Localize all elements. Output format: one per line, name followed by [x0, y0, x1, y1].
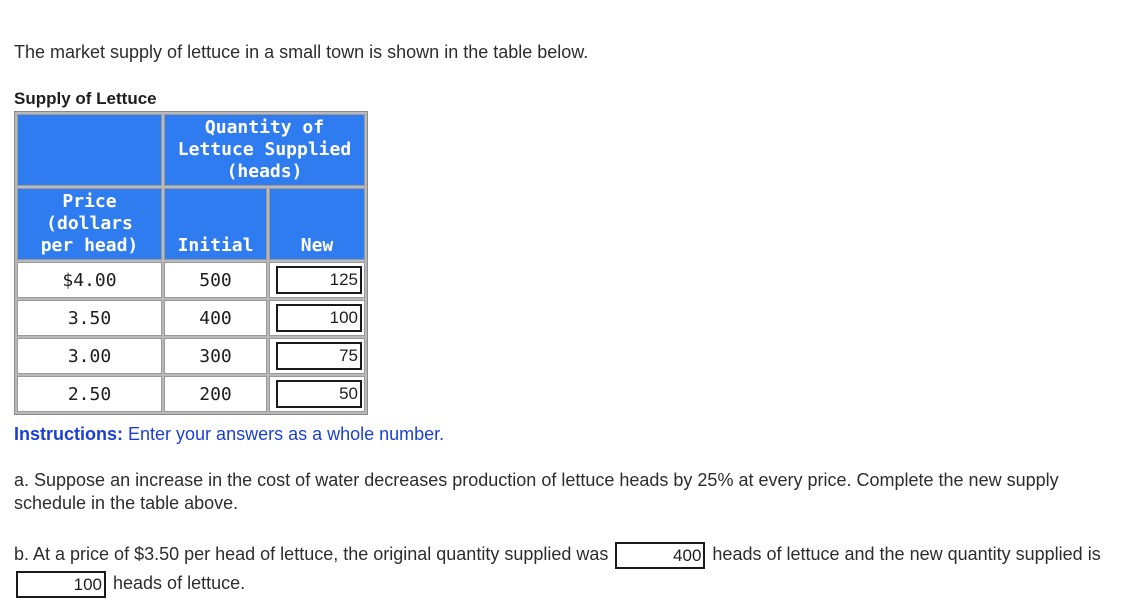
new-quantity-input[interactable]: 50: [276, 380, 362, 408]
new-quantity-cell: [269, 262, 365, 298]
question-b-text-3: heads of lettuce.: [113, 573, 246, 593]
new-quantity-input[interactable]: 75: [276, 342, 362, 370]
initial-quantity-cell: 400: [164, 300, 267, 336]
new-quantity-cell: [269, 376, 365, 412]
supply-table: [14, 111, 368, 415]
quantity-header: [164, 114, 365, 186]
price-header-line-1: Price: [62, 191, 117, 212]
initial-quantity-cell: 500: [164, 262, 267, 298]
new-quantity-cell: [269, 300, 365, 336]
new-quantity-cell: [269, 338, 365, 374]
price-cell: 3.00: [17, 338, 162, 374]
quantity-header-line-3: (heads): [226, 161, 303, 182]
new-header: New: [269, 188, 365, 260]
table-row: [17, 262, 365, 298]
question-a: a. Suppose an increase in the cost of water decreases production of lettuce heads by 25% at every price. Complete the new supply schedule in the table above.: [14, 470, 1059, 513]
corner-header-cell: [17, 114, 162, 186]
price-header-line-3: per head): [40, 235, 139, 256]
instructions-text: Enter your answers as a whole number.: [123, 424, 445, 444]
new-quantity-input[interactable]: 125: [276, 266, 362, 294]
price-header: [17, 188, 162, 260]
intro-text: The market supply of lettuce in a small town is shown in the table below.: [14, 42, 589, 62]
table-row: [17, 376, 365, 412]
instructions: [14, 424, 444, 445]
table-caption: Supply of Lettuce: [14, 89, 157, 108]
price-cell: 3.50: [17, 300, 162, 336]
table-row: [17, 338, 365, 374]
table-row: [17, 300, 365, 336]
original-quantity-input[interactable]: 400: [615, 542, 705, 569]
question-b-text-2: heads of lettuce and the new quantity supplied is: [712, 544, 1101, 564]
initial-header: Initial: [164, 188, 267, 260]
price-cell: $4.00: [17, 262, 162, 298]
instructions-label: Instructions:: [14, 424, 124, 444]
initial-quantity-cell: 300: [164, 338, 267, 374]
price-header-line-2: (dollars: [46, 213, 133, 234]
new-quantity-answer-input[interactable]: 100: [16, 571, 106, 598]
question-b-text-1: b. At a price of $3.50 per head of lettuce, the original quantity supplied was: [14, 544, 609, 564]
new-quantity-input[interactable]: 100: [276, 304, 362, 332]
initial-quantity-cell: 200: [164, 376, 267, 412]
quantity-header-line-2: Lettuce Supplied: [177, 139, 352, 160]
question-b: [14, 540, 1124, 598]
quantity-header-line-1: Quantity of: [204, 117, 325, 138]
price-cell: 2.50: [17, 376, 162, 412]
